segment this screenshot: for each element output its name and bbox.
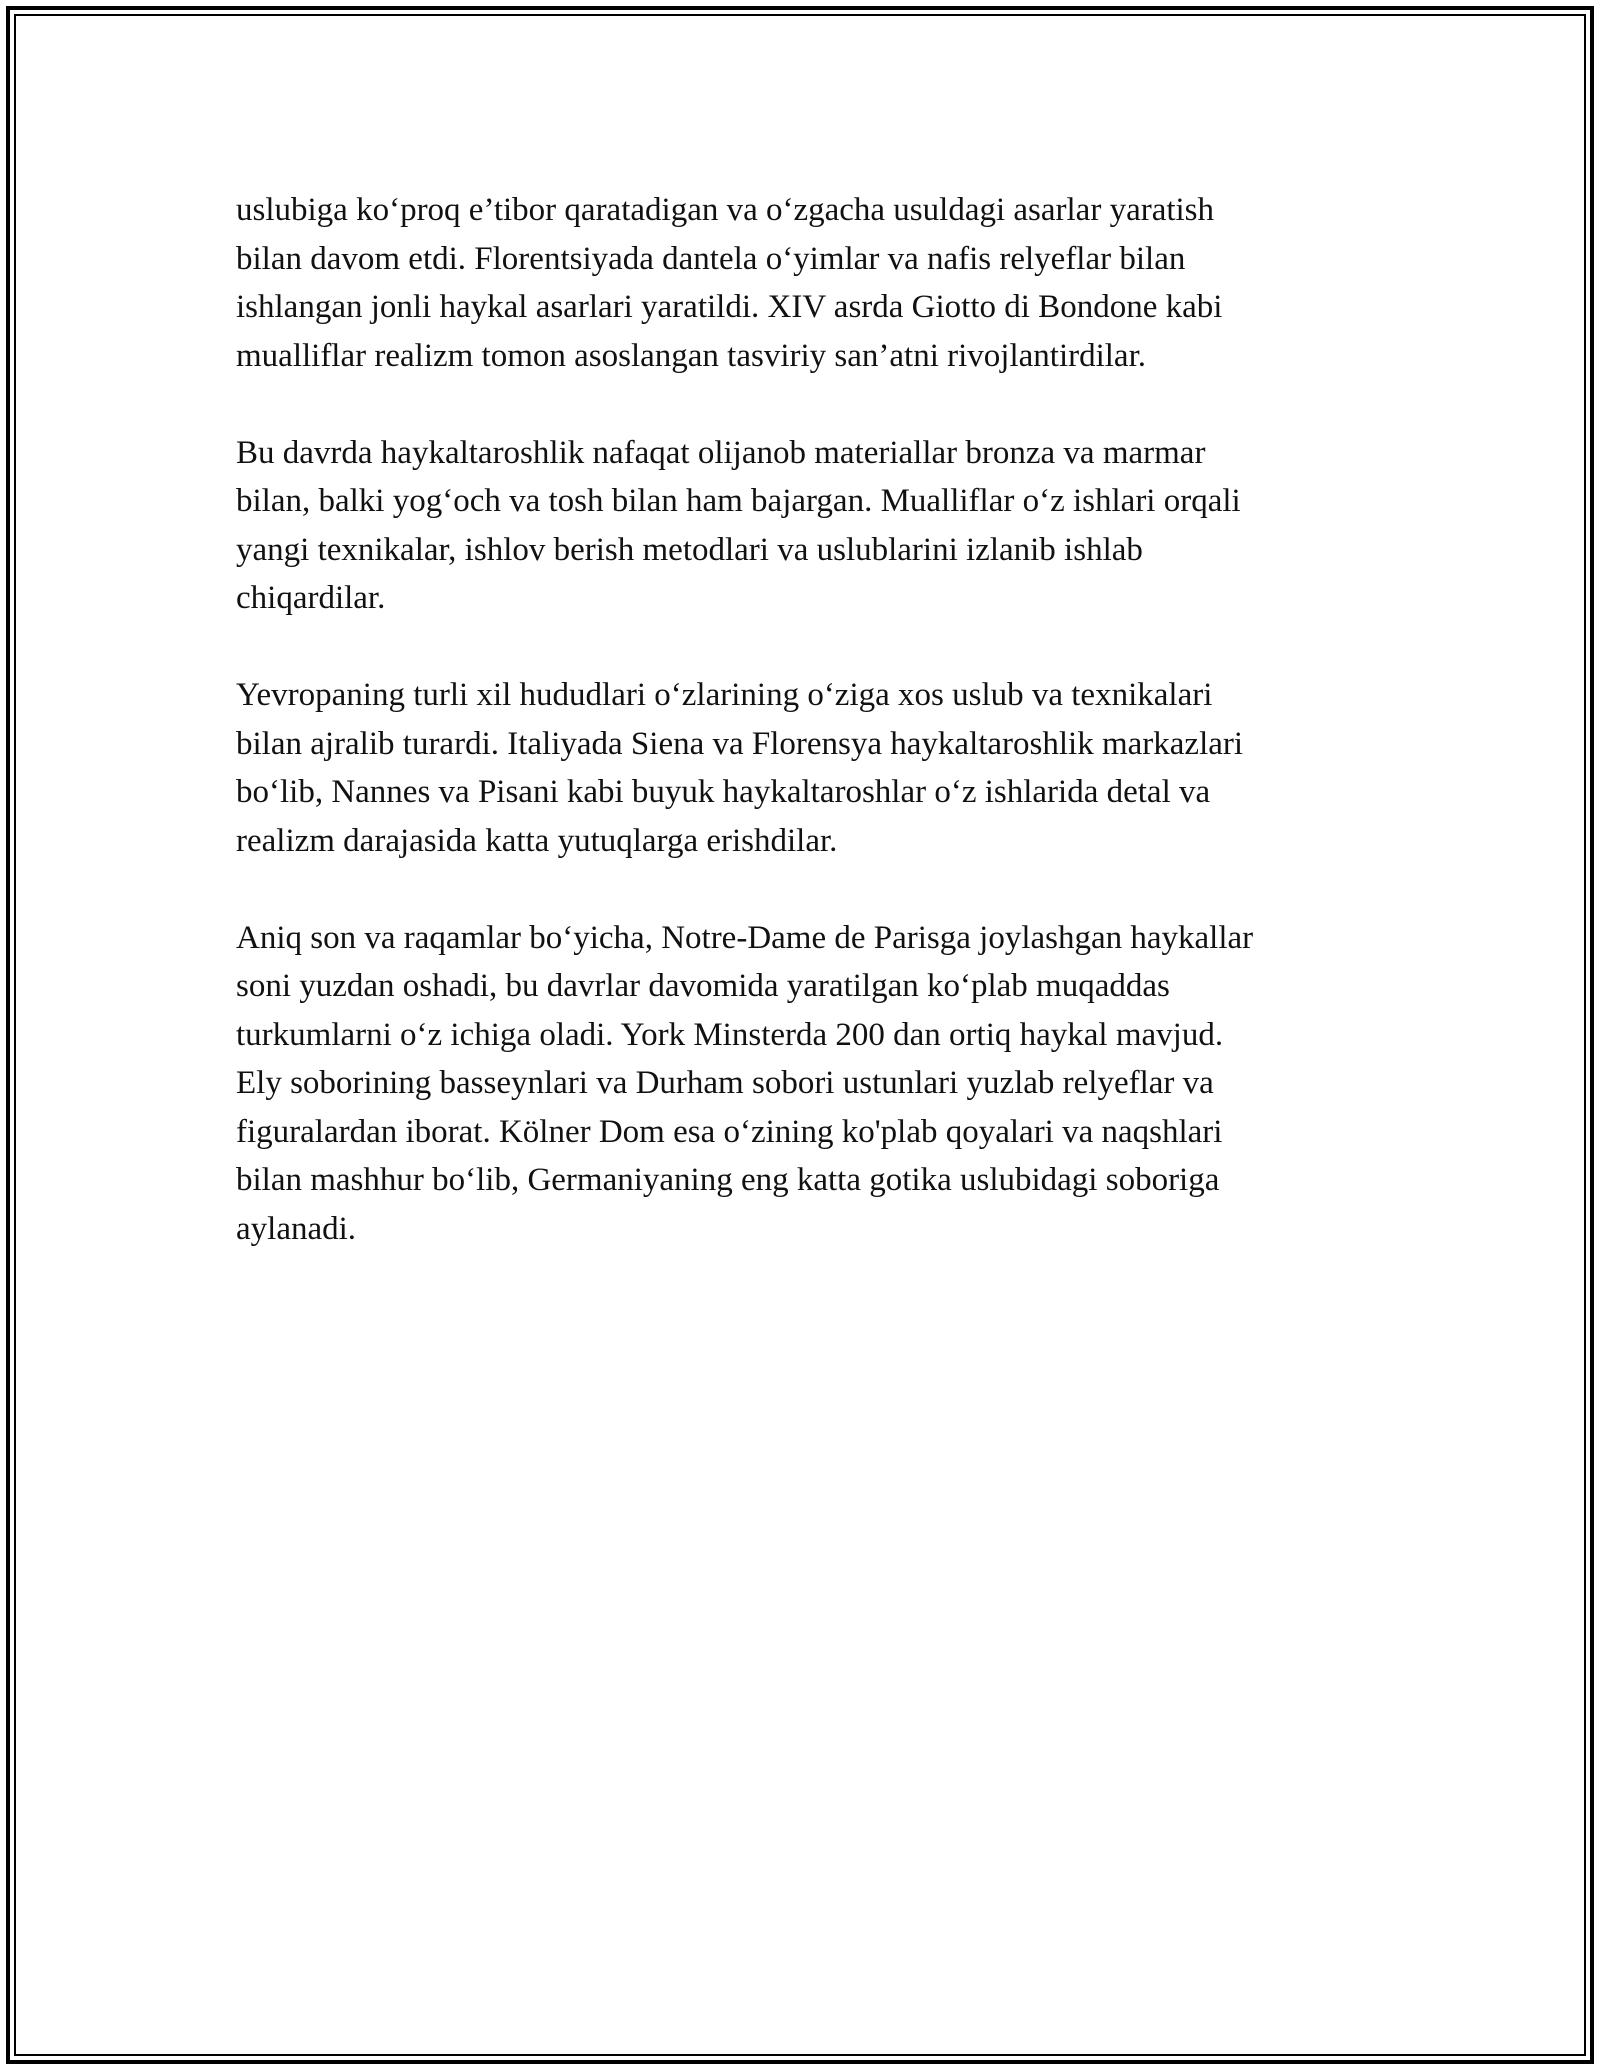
paragraph-line: bilan mashhur bo‘lib, Germaniyaning eng katta gotika uslubidagi soboriga <box>236 1162 1220 1198</box>
paragraph-line: Yevropaning turli xil hududlari o‘zlarining o‘ziga xos uslub va texnikalari <box>236 677 1213 713</box>
paragraph-line: Ely soborining basseynlari va Durham sobori ustunlari yuzlab relyeflar va <box>236 1065 1214 1101</box>
paragraph-2 <box>236 429 1376 623</box>
paragraph-line: figuralardan iborat. Kölner Dom esa o‘zining ko'plab qoyalari va naqshlari <box>236 1113 1223 1150</box>
paragraph-line: turkumlarni o‘z ichiga oladi. York Minsterda 200 dan ortiq haykal mavjud. <box>236 1016 1224 1053</box>
paragraph-line: aylanadi. <box>236 1210 357 1247</box>
paragraph-3 <box>236 671 1376 865</box>
paragraph-line: chiqardilar. <box>236 580 386 616</box>
paragraph-line: Bu davrda haykaltaroshlik nafaqat olijanob materiallar bronza va marmar <box>236 434 1206 471</box>
paragraph-line: Aniq son va raqamlar bo‘yicha, Notre-Dame de Parisga joylashgan haykallar <box>236 919 1254 956</box>
paragraph-line: bo‘lib, Nannes va Pisani kabi buyuk haykaltaroshlar o‘z ishlarida detal va <box>236 774 1211 810</box>
paragraph-line: yangi texnikalar, ishlov berish metodlari va uslublarini izlanib ishlab <box>236 531 1143 568</box>
paragraph-line: mualliflar realizm tomon asoslangan tasviriy san’atni rivojlantirdilar. <box>236 337 1146 374</box>
document-body <box>236 186 1376 1302</box>
paragraph-line: ishlangan jonli haykal asarlari yaratildi. XIV asrda Giotto di Bondone kabi <box>236 289 1223 325</box>
paragraph-line: uslubiga ko‘proq e’tibor qaratadigan va o‘zgacha usuldagi asarlar yaratish <box>236 192 1215 228</box>
paragraph-line: bilan davom etdi. Florentsiyada dantela o‘yimlar va nafis relyeflar bilan <box>236 240 1186 277</box>
paragraph-1 <box>236 186 1376 380</box>
paragraph-line: bilan, balki yog‘och va tosh bilan ham bajargan. Mualliflar o‘z ishlari orqali <box>236 483 1241 519</box>
paragraph-line: bilan ajralib turardi. Italiyada Siena va Florensya haykaltaroshlik markazlari <box>236 725 1244 762</box>
paragraph-line: soni yuzdan oshadi, bu davrlar davomida yaratilgan ko‘plab muqaddas <box>236 968 1170 1004</box>
paragraph-4 <box>236 914 1376 1254</box>
paragraph-line: realizm darajasida katta yutuqlarga erishdilar. <box>236 822 838 859</box>
